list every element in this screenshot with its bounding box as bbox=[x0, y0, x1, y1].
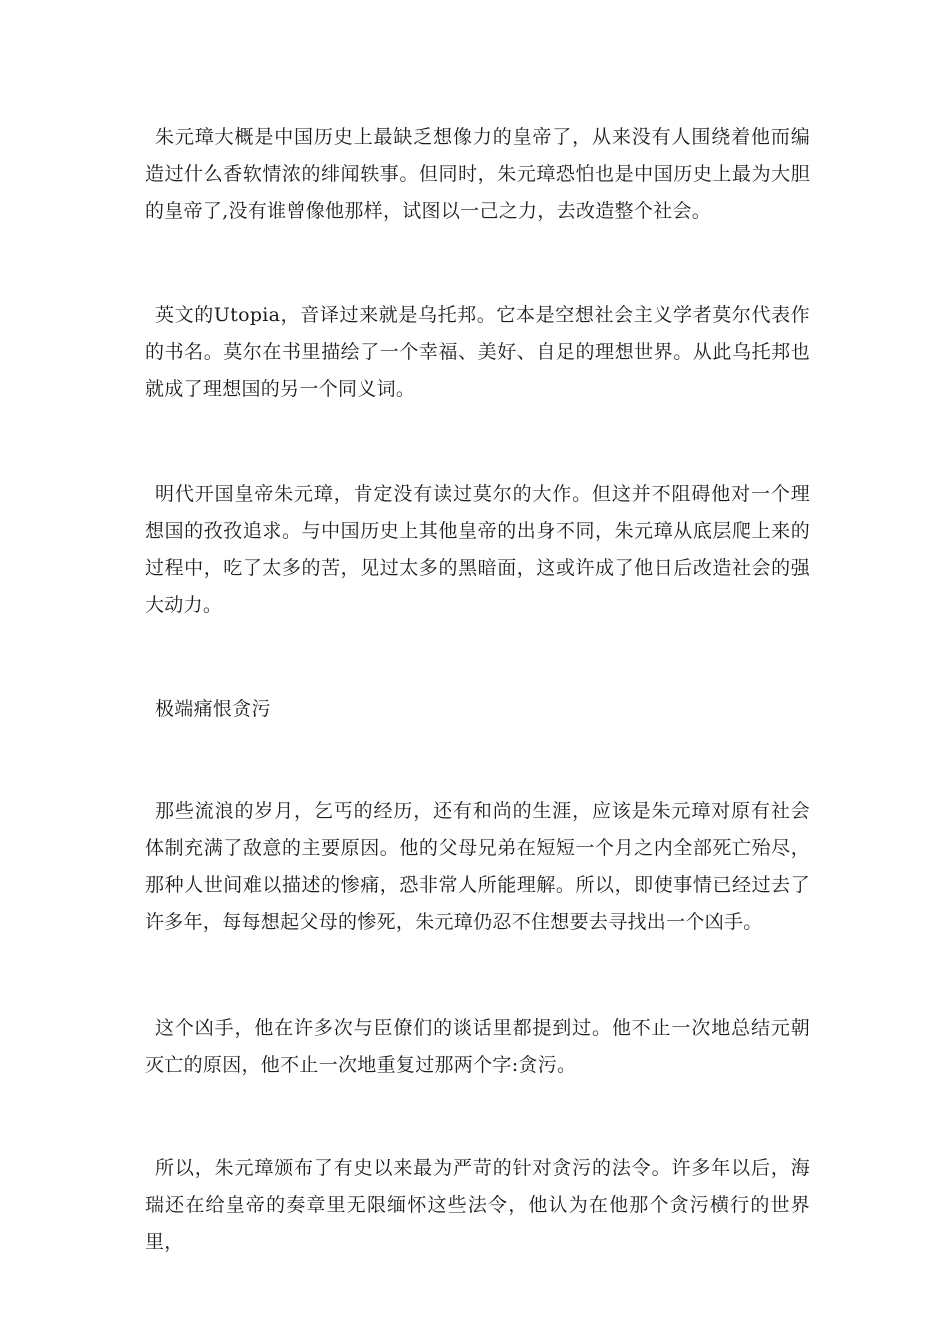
paragraph-laws: 所以，朱元璋颁布了有史以来最为严苛的针对贪污的法令。许多年以后，海瑞还在给皇帝的奏章里无限缅怀这些法令，他认为在他那个贪污横行的世界里， bbox=[145, 1157, 810, 1253]
paragraph-wandering-years: 那些流浪的岁月，乞丐的经历，还有和尚的生涯，应该是朱元璋对原有社会体制充满了敌意的主要原因。他的父母兄弟在短短一个月之内全部死亡殆尽，那种人世间难以描述的惨痛，恐非常人所能理解。所以，即使事情已经过去了许多年，每每想起父母的惨死，朱元璋仍忍不住想要去寻找出一个凶手。 bbox=[145, 800, 810, 933]
paragraph-intro: 朱元璋大概是中国历史上最缺乏想像力的皇帝了，从来没有人围绕着他而编造过什么香软情浓的绯闻轶事。但同时，朱元璋恐怕也是中国历史上最为大胆的皇帝了,没有谁曾像他那样，试图以一己之力，去改造整个社会。 bbox=[145, 126, 810, 222]
section-heading: 极端痛恨贪污 bbox=[155, 698, 271, 720]
paragraph-founding-emperor: 明代开国皇帝朱元璋，肯定没有读过莫尔的大作。但这并不阻碍他对一个理想国的孜孜追求。与中国历史上其他皇帝的出身不同，朱元璋从底层爬上来的过程中，吃了太多的苦，见过太多的黑暗面，这或许成了他日后改造社会的强大动力。 bbox=[145, 483, 810, 616]
paragraph-utopia: 英文的Utopia，音译过来就是乌托邦。它本是空想社会主义学者莫尔代表作的书名。莫尔在书里描绘了一个幸福、美好、自足的理想世界。从此乌托邦也就成了理想国的另一个同义词。 bbox=[145, 304, 810, 400]
paragraph-culprit: 这个凶手，他在许多次与臣僚们的谈话里都提到过。他不止一次地总结元朝灭亡的原因，他不止一次地重复过那两个字:贪污。 bbox=[145, 1017, 810, 1076]
